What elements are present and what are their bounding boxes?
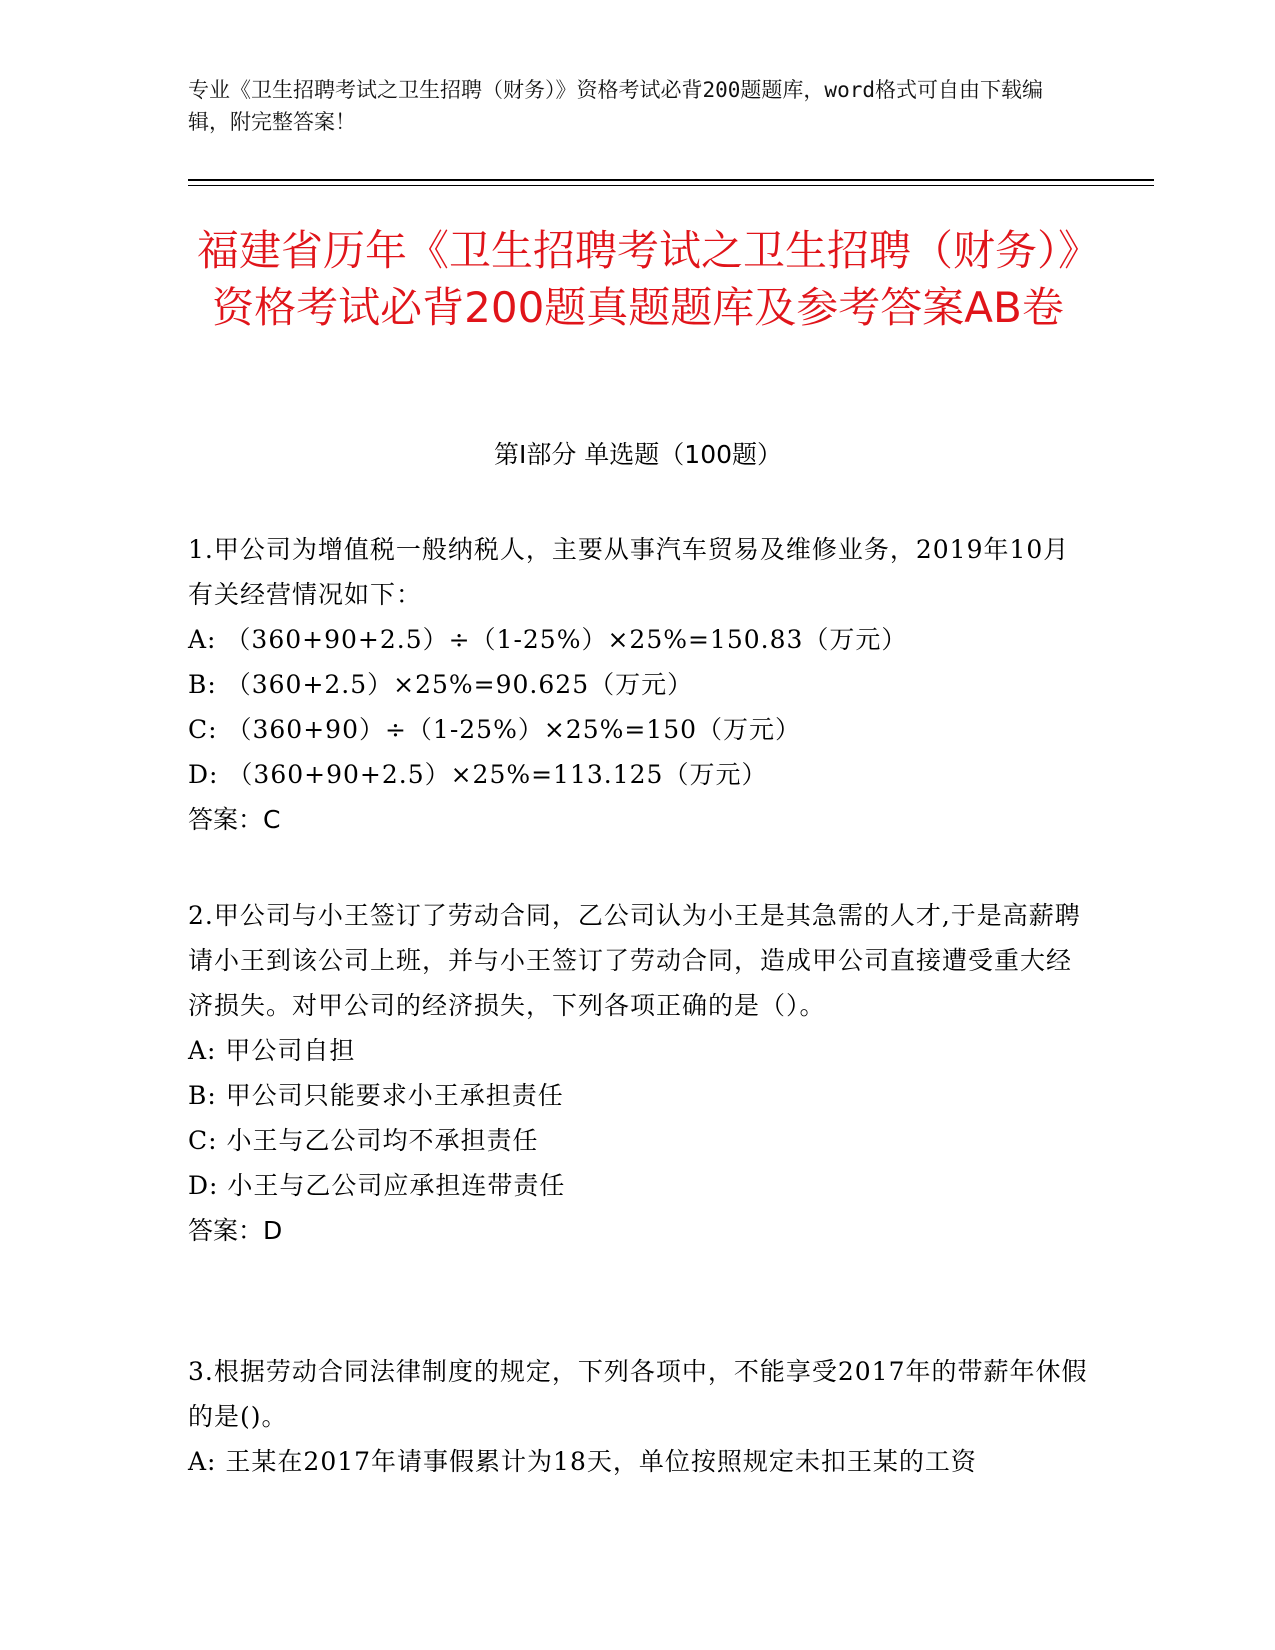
question-3	[188, 1349, 1088, 1484]
option-b: B: 甲公司只能要求小王承担责任	[188, 1081, 564, 1110]
header-divider-thin	[188, 185, 1154, 186]
question-2	[188, 893, 1088, 1253]
section-heading: 第I部分 单选题（100题）	[493, 440, 783, 469]
question-stem: 1.甲公司为增值税一般纳税人，主要从事汽车贸易及维修业务，2019年10月有关经营情况如下：	[188, 535, 1070, 609]
option-d: D: （360+90+2.5）×25%=113.125（万元）	[188, 760, 768, 789]
option-d: D: 小王与乙公司应承担连带责任	[188, 1171, 566, 1200]
option-a: A: 王某在2017年请事假累计为18天，单位按照规定未扣王某的工资	[188, 1447, 977, 1476]
document-title: 福建省历年《卫生招聘考试之卫生招聘（财务）》资格考试必背200题真题题库及参考答案AB卷	[196, 226, 1079, 332]
question-stem: 2.甲公司与小王签订了劳动合同，乙公司认为小王是其急需的人才,于是高薪聘请小王到该公司上班，并与小王签订了劳动合同，造成甲公司直接遭受重大经济损失。对甲公司的经济损失，下列各项正确的是（）。	[188, 901, 1081, 1020]
question-stem: 3.根据劳动合同法律制度的规定，下列各项中，不能享受2017年的带薪年休假的是()。	[188, 1357, 1088, 1431]
option-a: A: （360+90+2.5）÷（1-25%）×25%=150.83（万元）	[188, 625, 908, 654]
header-divider-thick	[188, 179, 1154, 181]
option-c: C: 小王与乙公司均不承担责任	[188, 1126, 539, 1155]
option-a: A: 甲公司自担	[188, 1036, 356, 1065]
question-1	[188, 527, 1088, 842]
option-c: C: （360+90）÷（1-25%）×25%=150（万元）	[188, 715, 802, 744]
answer-line: 答案：D	[188, 1216, 283, 1245]
option-b: B: （360+2.5）×25%=90.625（万元）	[188, 670, 694, 699]
header-note: 专业《卫生招聘考试之卫生招聘（财务）》资格考试必背200题题库，word格式可自由下载编辑，附完整答案！	[188, 78, 1043, 134]
answer-line: 答案：C	[188, 805, 281, 834]
